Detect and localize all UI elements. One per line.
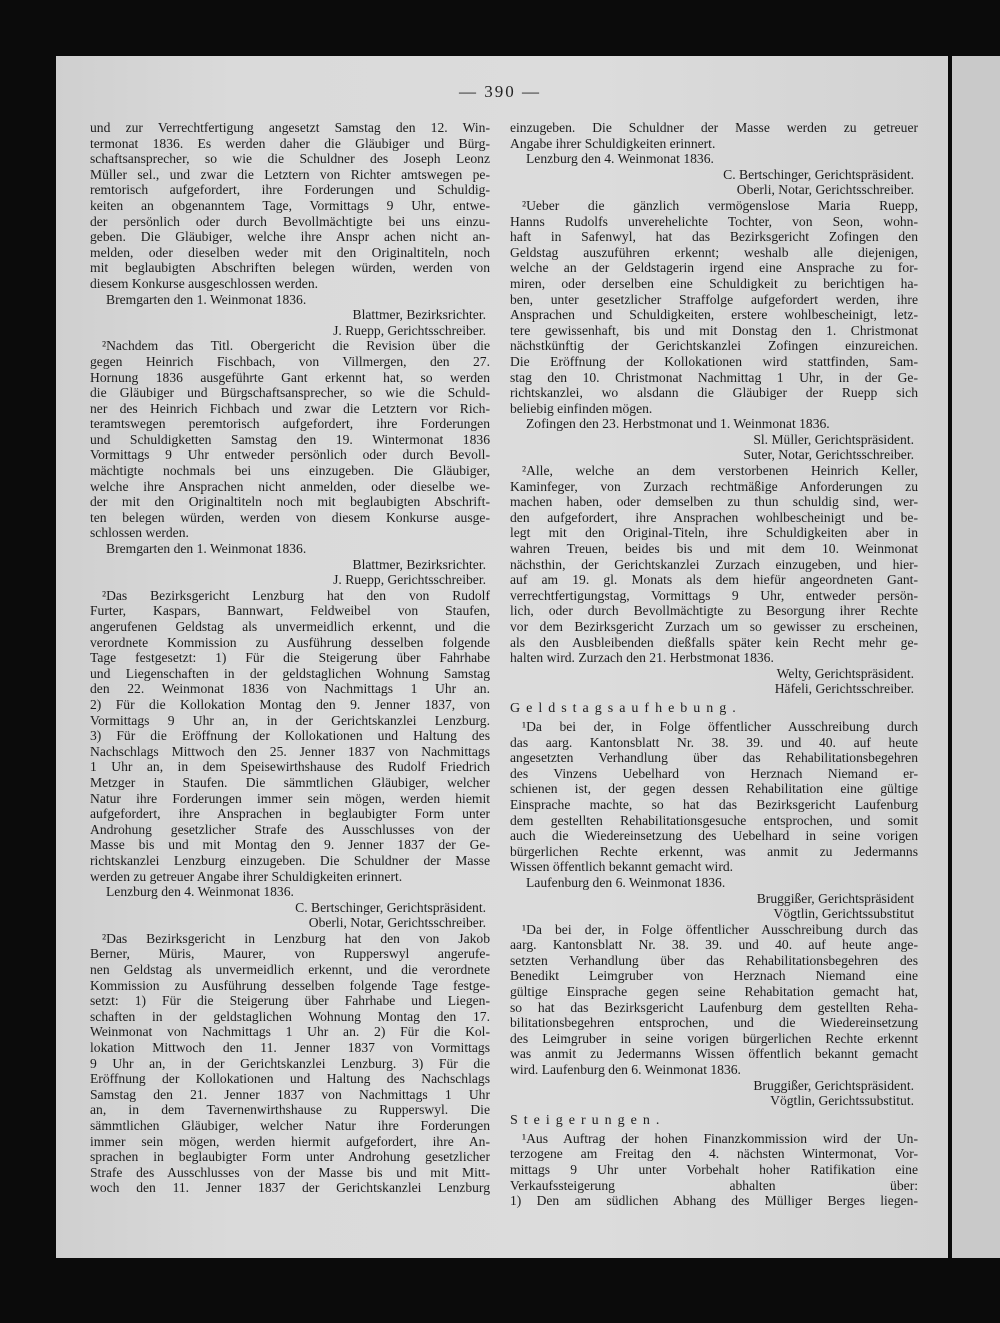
notice xyxy=(510,922,918,1109)
adjacent-page-edge xyxy=(952,56,1000,1258)
text-line: keiten an obgenanntem Tage, Vormittags 9 Uhr, entwe- xyxy=(90,197,490,213)
text-line: schaften in der geldstaglichen Wohnung Montag den 17. xyxy=(90,1008,490,1024)
signature: Oberli, Notar, Gerichtsschreiber. xyxy=(736,182,914,198)
text-line: welche an der Geldstagerin irgend eine Ansprache zu for- xyxy=(510,260,918,276)
text-line: schienen ist, der gegen dessen Rehabilitation eine gültige xyxy=(510,781,918,797)
text-line: ¹Aus Auftrag der hohen Finanzkommission wird der Un- xyxy=(522,1130,918,1146)
text-line: an, in dem Tavernenwirthshause zu Rupperswyl. Die xyxy=(90,1102,490,1118)
text-line: richtskanzlei Lenzburg einzugeben. Die Schuldner der Masse xyxy=(90,852,490,868)
text-line: Eröffnung der Kollokationen und Haltung des Nachschlags xyxy=(90,1071,490,1087)
text-line: wird. Laufenburg den 6. Weinmonat 1836. xyxy=(510,1062,741,1078)
notice xyxy=(510,120,918,198)
text-line: Masse bis und mit Montag den 9. Jenner 1837 der Ge- xyxy=(90,837,490,853)
text-line: als den Ausbleibenden dießfalls später kein Recht mehr ge- xyxy=(510,634,918,650)
signature: Sl. Müller, Gerichtspräsident. xyxy=(753,431,914,447)
text-line: was anmit zu Jedermanns Wissen öffentlich bekannt gemacht xyxy=(510,1046,918,1062)
text-line: ²Das Bezirksgericht Lenzburg hat den von Rudolf xyxy=(102,587,490,603)
text-line: aufgefordert, ihre Ansprachen in beglaubigter Form unter xyxy=(90,806,490,822)
text-line: und Liegenschaften in der geldstaglichen Wohnung Samstag xyxy=(90,665,490,681)
text-line: aarg. Kantonsblatt Nr. 38. 39. und 40. auf heute ange- xyxy=(510,937,918,953)
notice xyxy=(510,1131,918,1209)
text-line: Wissen öffentlich bekannt gemacht wird. xyxy=(510,859,734,875)
signature: Vögtlin, Gerichtssubstitut. xyxy=(770,1093,914,1109)
text-line: auch die Wiedereinsetzung des Uebelhard in seine vorigen xyxy=(510,828,918,844)
text-line: vor dem Bezirksgericht Zurzach um so gewisser zu erscheinen, xyxy=(510,619,918,634)
text-line: Hanns Rudolfs unverehelichte Tochter, von Seon, wohn- xyxy=(510,213,918,229)
text-line: 2) Für die Kollokation Montag den 9. Jenner 1837, von xyxy=(90,696,490,712)
signature: Blattmer, Bezirksrichter. xyxy=(352,556,486,572)
notice xyxy=(510,198,918,463)
text-line: machen haben, oder demselben zu thun schuldig sind, wer- xyxy=(510,494,918,510)
text-line: Kaminfeger, von Zurzach rechtmäßige Anforderungen zu xyxy=(510,478,918,494)
text-line: gültige Einsprache gegen seine Rehabitation gemacht hat, xyxy=(510,984,918,1000)
text-line: Natur ihre Forderungen immer sein mögen, werden hiemit xyxy=(90,790,490,806)
notice xyxy=(510,719,918,922)
text-line: legt mit den Original-Titeln, ihre Schuldigkeiten aber in xyxy=(510,525,918,541)
text-line: dem gestellten Rehabilitationsgesuche entsprochen, und somit xyxy=(510,812,918,828)
text-line: richtskanzlei, wo alsdann die Gläubiger der Ruepp sich xyxy=(510,385,918,401)
signature: Oberli, Notar, Gerichtsschreiber. xyxy=(308,915,486,931)
text-line: auf am 19. gl. Monats als dem hiefür angeordneten Gant- xyxy=(510,572,918,588)
text-line: Androhung gesetzlicher Strafe des Ausschlusses von der xyxy=(90,821,490,837)
text-line: beliebig einfinden mögen. xyxy=(510,400,653,416)
signature: Blattmer, Bezirksrichter. xyxy=(352,307,486,323)
text-line: so hat das Bezirksgericht Laufenburg dem gestellten Reha- xyxy=(510,999,918,1015)
text-line: ten belegen würden, werden von diesem Konkurse ausge- xyxy=(90,509,490,525)
text-line: teramtswegen peremtorisch aufgefordert, ihre Forderungen xyxy=(90,416,490,432)
place-date-line: Zofingen den 23. Herbstmonat und 1. Weinmonat 1836. xyxy=(526,416,830,432)
text-line: verrechtfertigungstag, Vormittags 9 Uhr, entweder persön- xyxy=(510,587,918,603)
text-line: Hornung 1836 ausgeführte Gant erkennt hat, so werden xyxy=(90,369,490,385)
text-line: mittags 9 Uhr unter Vorbehalt hoher Ratifikation eine xyxy=(510,1162,918,1177)
place-date-line: Laufenburg den 6. Weinmonat 1836. xyxy=(526,874,726,890)
text-line: 1 Uhr an, in dem Speisewirthshause des Rudolf Friedrich xyxy=(90,759,490,775)
text-line: Tage festgesetzt: 1) Für die Steigerung über Fahrhabe xyxy=(90,650,490,666)
text-line: 3) Für die Eröffnung der Kollokationen und Haltung des xyxy=(90,728,490,744)
text-line: Vormittags 9 Uhr an, in der Gerichtskanzlei Lenzburg. xyxy=(90,712,490,728)
text-line: werden zu getreuer Angabe ihrer Schuldigkeiten erinnert. xyxy=(90,868,403,884)
notice xyxy=(90,588,490,931)
signature: C. Bertschinger, Gerichtspräsident. xyxy=(295,899,486,915)
text-line: woch den 11. Jenner 1837 der Gerichtskanzlei Lenzburg xyxy=(90,1180,490,1196)
right-column xyxy=(510,120,918,1209)
text-line: und zur Verrechtfertigung angesetzt Samstag den 12. Win- xyxy=(90,120,490,135)
signature: Bruggißer, Gerichtspräsident xyxy=(756,890,914,906)
signature: Bruggißer, Gerichtspräsident. xyxy=(753,1077,914,1093)
text-line: nächstkünftig der Gerichtskanzlei Zofingen einzureichen. xyxy=(510,338,918,354)
text-line: mit beglaubigten Abschriften belegen würden, werden von xyxy=(90,260,490,276)
text-line: Weinmonat von Nachmittags 1 Uhr an. 2) Für die Kol- xyxy=(90,1024,490,1040)
text-line: halten wird. Zurzach den 21. Herbstmonat 1836. xyxy=(510,650,774,666)
text-line: das aarg. Kantonsblatt Nr. 38. 39. und 40. auf heute xyxy=(510,734,918,750)
text-line: Geldstag auszuführen erkennt; weshalb alle diejenigen, xyxy=(510,244,918,260)
page-number: — 390 — xyxy=(459,82,541,101)
text-line: den aufgefordert, ihre Ansprachen wohlbescheinigt und be- xyxy=(510,509,918,525)
signature: Häfeli, Gerichtsschreiber. xyxy=(774,681,914,697)
text-line: termonat 1836. Es werden daher die Gläubiger und Bürg- xyxy=(90,135,490,151)
signature: J. Ruepp, Gerichtsschreiber. xyxy=(333,322,486,338)
text-line: Einsprache machte, so hat das Bezirksgericht Laufenburg xyxy=(510,796,918,812)
text-line: ²Das Bezirksgericht in Lenzburg hat den von Jakob xyxy=(102,930,490,946)
text-line: ben, unter gesetzlicher Straffolge aufgefordert werden, ihre xyxy=(510,291,918,307)
text-line: Kommission zu Ausführung desselben folgende Tage festge- xyxy=(90,977,490,993)
text-line: schaftsansprecher, so wie die Schuldner des Joseph Leonz xyxy=(90,151,490,167)
signature: Suter, Notar, Gerichtsschreiber. xyxy=(743,447,914,463)
text-line: die Gläubiger und Bürgschaftsansprecher, so wie die Schuld- xyxy=(90,385,490,401)
text-line: angerufenen Geldstag als unvermeidlich erkennt, und die xyxy=(90,619,490,634)
text-line: ²Nachdem das Titl. Obergericht die Revision über die xyxy=(102,338,490,354)
section-heading: Geldstagsaufhebung. xyxy=(510,700,742,716)
text-line: gegen Heinrich Fischbach, von Villmergen, den 27. xyxy=(90,353,490,369)
text-line: sprachen in beglaubigter Form unter Androhung gesetzlicher xyxy=(90,1149,490,1165)
text-line: Ansprachen und Schuldigkeiten, erstere wohlbescheinigt, letz- xyxy=(510,307,918,323)
text-line: des Vinzens Uebelhard von Herznach Niemand er- xyxy=(510,765,918,781)
left-column xyxy=(90,120,490,1196)
text-line: wahren Treuen, beides bis und mit dem 10. Weinmonat xyxy=(510,541,918,557)
place-date-line: Bremgarten den 1. Weinmonat 1836. xyxy=(106,541,307,557)
text-line: den 22. Weinmonat 1836 von Nachmittags 1 Uhr an. xyxy=(90,681,490,697)
signature: Vögtlin, Gerichtssubstitut xyxy=(773,906,914,922)
text-line: miren, oder derselben eine Schuldigkeit zu berichtigen ha- xyxy=(510,275,918,291)
text-line: schlossen werden. xyxy=(90,525,189,541)
notice xyxy=(90,338,490,588)
text-line: lich, oder durch Bevollmächtigte zu Besorgung ihrer Rechte xyxy=(510,603,918,619)
text-line: Strafe des Ausschlusses von der Masse bis und mit Mitt- xyxy=(90,1164,490,1180)
notice xyxy=(90,120,490,338)
place-date-line: Bremgarten den 1. Weinmonat 1836. xyxy=(106,291,307,307)
text-line: ¹Da bei der, in Folge öffentlicher Ausschreibung durch das xyxy=(522,921,918,937)
text-line: Vormittags 9 Uhr entweder persönlich oder durch Bevoll- xyxy=(90,447,490,463)
text-line: Metzger in Staufen. Die sämmtlichen Gläubiger, welcher xyxy=(90,774,490,790)
text-line: Nachschlags Mittwoch den 25. Jenner 1837 von Nachmittags xyxy=(90,743,490,759)
text-line: Angabe ihrer Schuldigkeiten erinnert. xyxy=(510,135,716,151)
text-line: ²Ueber die gänzlich vermögenslose Maria Ruepp, xyxy=(522,197,918,213)
text-line: Müller sel., und zwar die Letztern von Richter amtswegen pe- xyxy=(90,166,490,182)
text-line: Samstag den 21. Jenner 1837 von Nachmittags 1 Uhr xyxy=(90,1086,490,1102)
signature: Welty, Gerichtspräsident. xyxy=(776,665,914,681)
notice xyxy=(510,463,918,697)
text-line: welche ihre Ansprachen nicht anmelden, oder dieselbe we- xyxy=(90,478,490,494)
text-line: tere gewissenhaft, bis und mit Donstag den 1. Christmonat xyxy=(510,322,918,338)
place-date-line: Lenzburg den 4. Weinmonat 1836. xyxy=(106,884,294,900)
text-line: nächsthin, der Gerichtskanzlei Zurzach einzugeben, und hier- xyxy=(510,556,918,572)
text-line: lokation Mittwoch den 11. Jenner 1837 von Vormittags xyxy=(90,1040,490,1056)
text-line: bürgerlichen Rechte erkennt, was anmit zu Jedermanns xyxy=(510,843,918,859)
text-line: bilitationsbegehren entsprochen, und die Wiedereinsetzung xyxy=(510,1015,918,1031)
text-line: Die Eröffnung der Kollokationen wird stattfinden, Sam- xyxy=(510,353,918,369)
place-date-line: Lenzburg den 4. Weinmonat 1836. xyxy=(526,151,714,167)
text-line: 9 Uhr an, in der Gerichtskanzlei Lenzburg. 3) Für die xyxy=(90,1055,490,1071)
section-heading: Steigerungen. xyxy=(510,1112,666,1128)
signature: C. Bertschinger, Gerichtspräsident. xyxy=(723,166,914,182)
text-line: immer sein mögen, werden hiermit aufgefordert, ihre An- xyxy=(90,1133,490,1149)
text-line: sämmtlichen Gläubiger, welcher Natur ihre Forderungen xyxy=(90,1118,490,1133)
text-line: haft in Safenwyl, hat das Bezirksgericht Zofingen den xyxy=(510,229,918,245)
text-line: terzogene am Freitag den 4. nächsten Wintermonat, Vor- xyxy=(510,1146,918,1162)
text-line: Benedikt Leimgruber von Herznach Niemand eine xyxy=(510,968,918,984)
text-line: einzugeben. Die Schuldner der Masse werden zu getreuer xyxy=(510,120,918,135)
text-line: angesetzten Verhandlung über das Rehabilitationsbegehren xyxy=(510,750,918,766)
text-line: remtorisch aufgefordert, ihre Forderungen und Schuldig- xyxy=(90,182,490,198)
text-line: Furter, Kaspars, Bannwart, Feldweibel von Staufen, xyxy=(90,603,490,619)
text-line: Verkaufssteigerung abhalten über: xyxy=(510,1177,918,1193)
text-line: ner des Heinrich Fichbach und zwar die Letztern vor Rich- xyxy=(90,400,490,416)
text-line: diesem Konkurse ausgeschlossen werden. xyxy=(90,275,319,291)
text-line: Berner, Müris, Maurer, von Rupperswyl angerufe- xyxy=(90,946,490,962)
text-line: nen Geldstag als unvermeidlich erkennt, und die verordnete xyxy=(90,962,490,978)
text-line: melden, oder dieselben weder mit den Originaltiteln, noch xyxy=(90,244,490,260)
text-line: setzt: 1) Für die Steigerung über Fahrhabe und Liegen- xyxy=(90,993,490,1009)
signature: J. Ruepp, Gerichtsschreiber. xyxy=(333,572,486,588)
text-line: 1) Den am südlichen Abhang des Mülliger Berges liegen- xyxy=(510,1193,918,1209)
notice xyxy=(90,931,490,1196)
text-line: der persönlich oder durch Bevollmächtigte bei uns einzu- xyxy=(90,213,490,229)
text-line: mächtigte nochmals bei uns einzugeben. Die Gläubiger, xyxy=(90,463,490,479)
text-line: und Schuldigketten Samstag den 19. Wintermonat 1836 xyxy=(90,431,490,447)
text-line: der mit den Originaltiteln noch mit beglaubigten Abschrift- xyxy=(90,494,490,510)
text-line: ¹Da bei der, in Folge öffentlicher Ausschreibung durch xyxy=(522,718,918,734)
text-line: geben. Die Gläubiger, welche ihre Anspr achen nicht an- xyxy=(90,229,490,245)
text-line: stag den 10. Christmonat Nachmittag 1 Uhr, in der Ge- xyxy=(510,369,918,385)
text-line: ²Alle, welche an dem verstorbenen Heinrich Keller, xyxy=(522,463,918,479)
text-line: des Leimgruber in seine vorigen bürgerlichen Rechte erkennt xyxy=(510,1030,918,1046)
text-line: setzten Verhandlung über das Rehabilitationsbegehren des xyxy=(510,952,918,968)
text-line: verordnete Kommission zu Ausführung desselben folgende xyxy=(90,634,490,650)
